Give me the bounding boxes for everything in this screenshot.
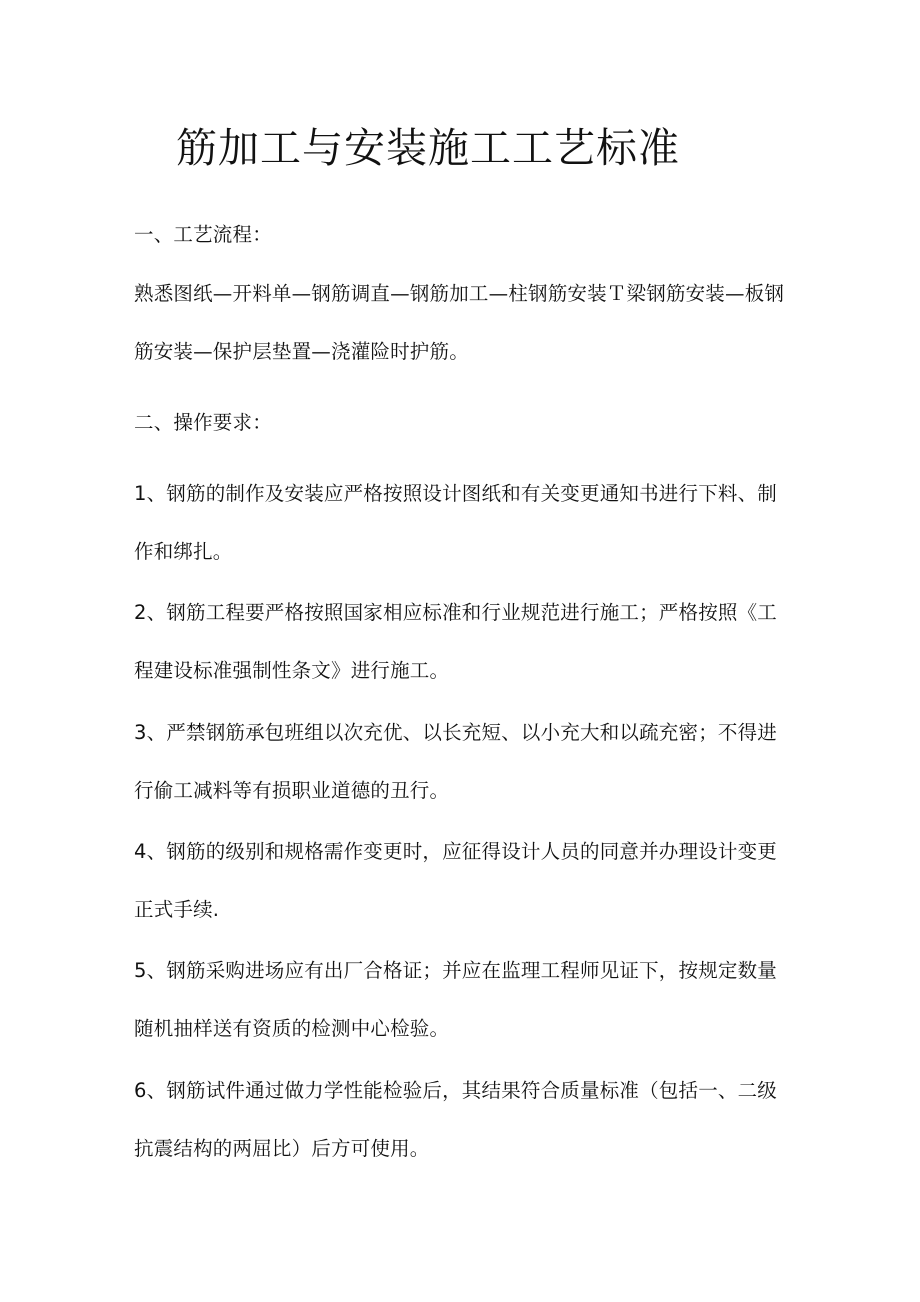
requirement-item: 4、钢筋的级别和规格需作变更时，应征得设计人员的同意并办理设计变更正式手续. [134, 840, 778, 921]
requirement-item: 2、钢筋工程要严格按照国家相应标准和行业规范进行施工；严格按照《工程建设标准强制性条文》进行施工。 [134, 601, 778, 682]
requirement-item: 3、严禁钢筋承包班组以次充优、以长充短、以小充大和以疏充密；不得进行偷工减料等有损职业道德的丑行。 [134, 721, 778, 802]
requirement-item: 5、钢筋采购进场应有出厂合格证；并应在监理工程师见证下，按规定数量随机抽样送有资质的检测中心检验。 [134, 959, 778, 1040]
requirement-item: 1、钢筋的制作及安装应严格按照设计图纸和有关变更通知书进行下料、制作和绑扎。 [134, 482, 778, 563]
section-heading-requirements: 二、操作要求： [134, 411, 272, 434]
requirement-item: 6、钢筋试件通过做力学性能检验后，其结果符合质量标准（包括一、二级抗震结构的两屈比）后方可使用。 [134, 1079, 778, 1160]
process-flow-paragraph: 熟悉图纸—开料单—钢筋调直—钢筋加工—柱钢筋安装Ｔ梁钢筋安装—板钢筋安装—保护层垫置—浇灌险时护筋。 [134, 282, 785, 363]
section-heading-process: 一、工艺流程： [134, 223, 272, 246]
document-title: 筋加工与安装施工工艺标准 [176, 124, 680, 172]
